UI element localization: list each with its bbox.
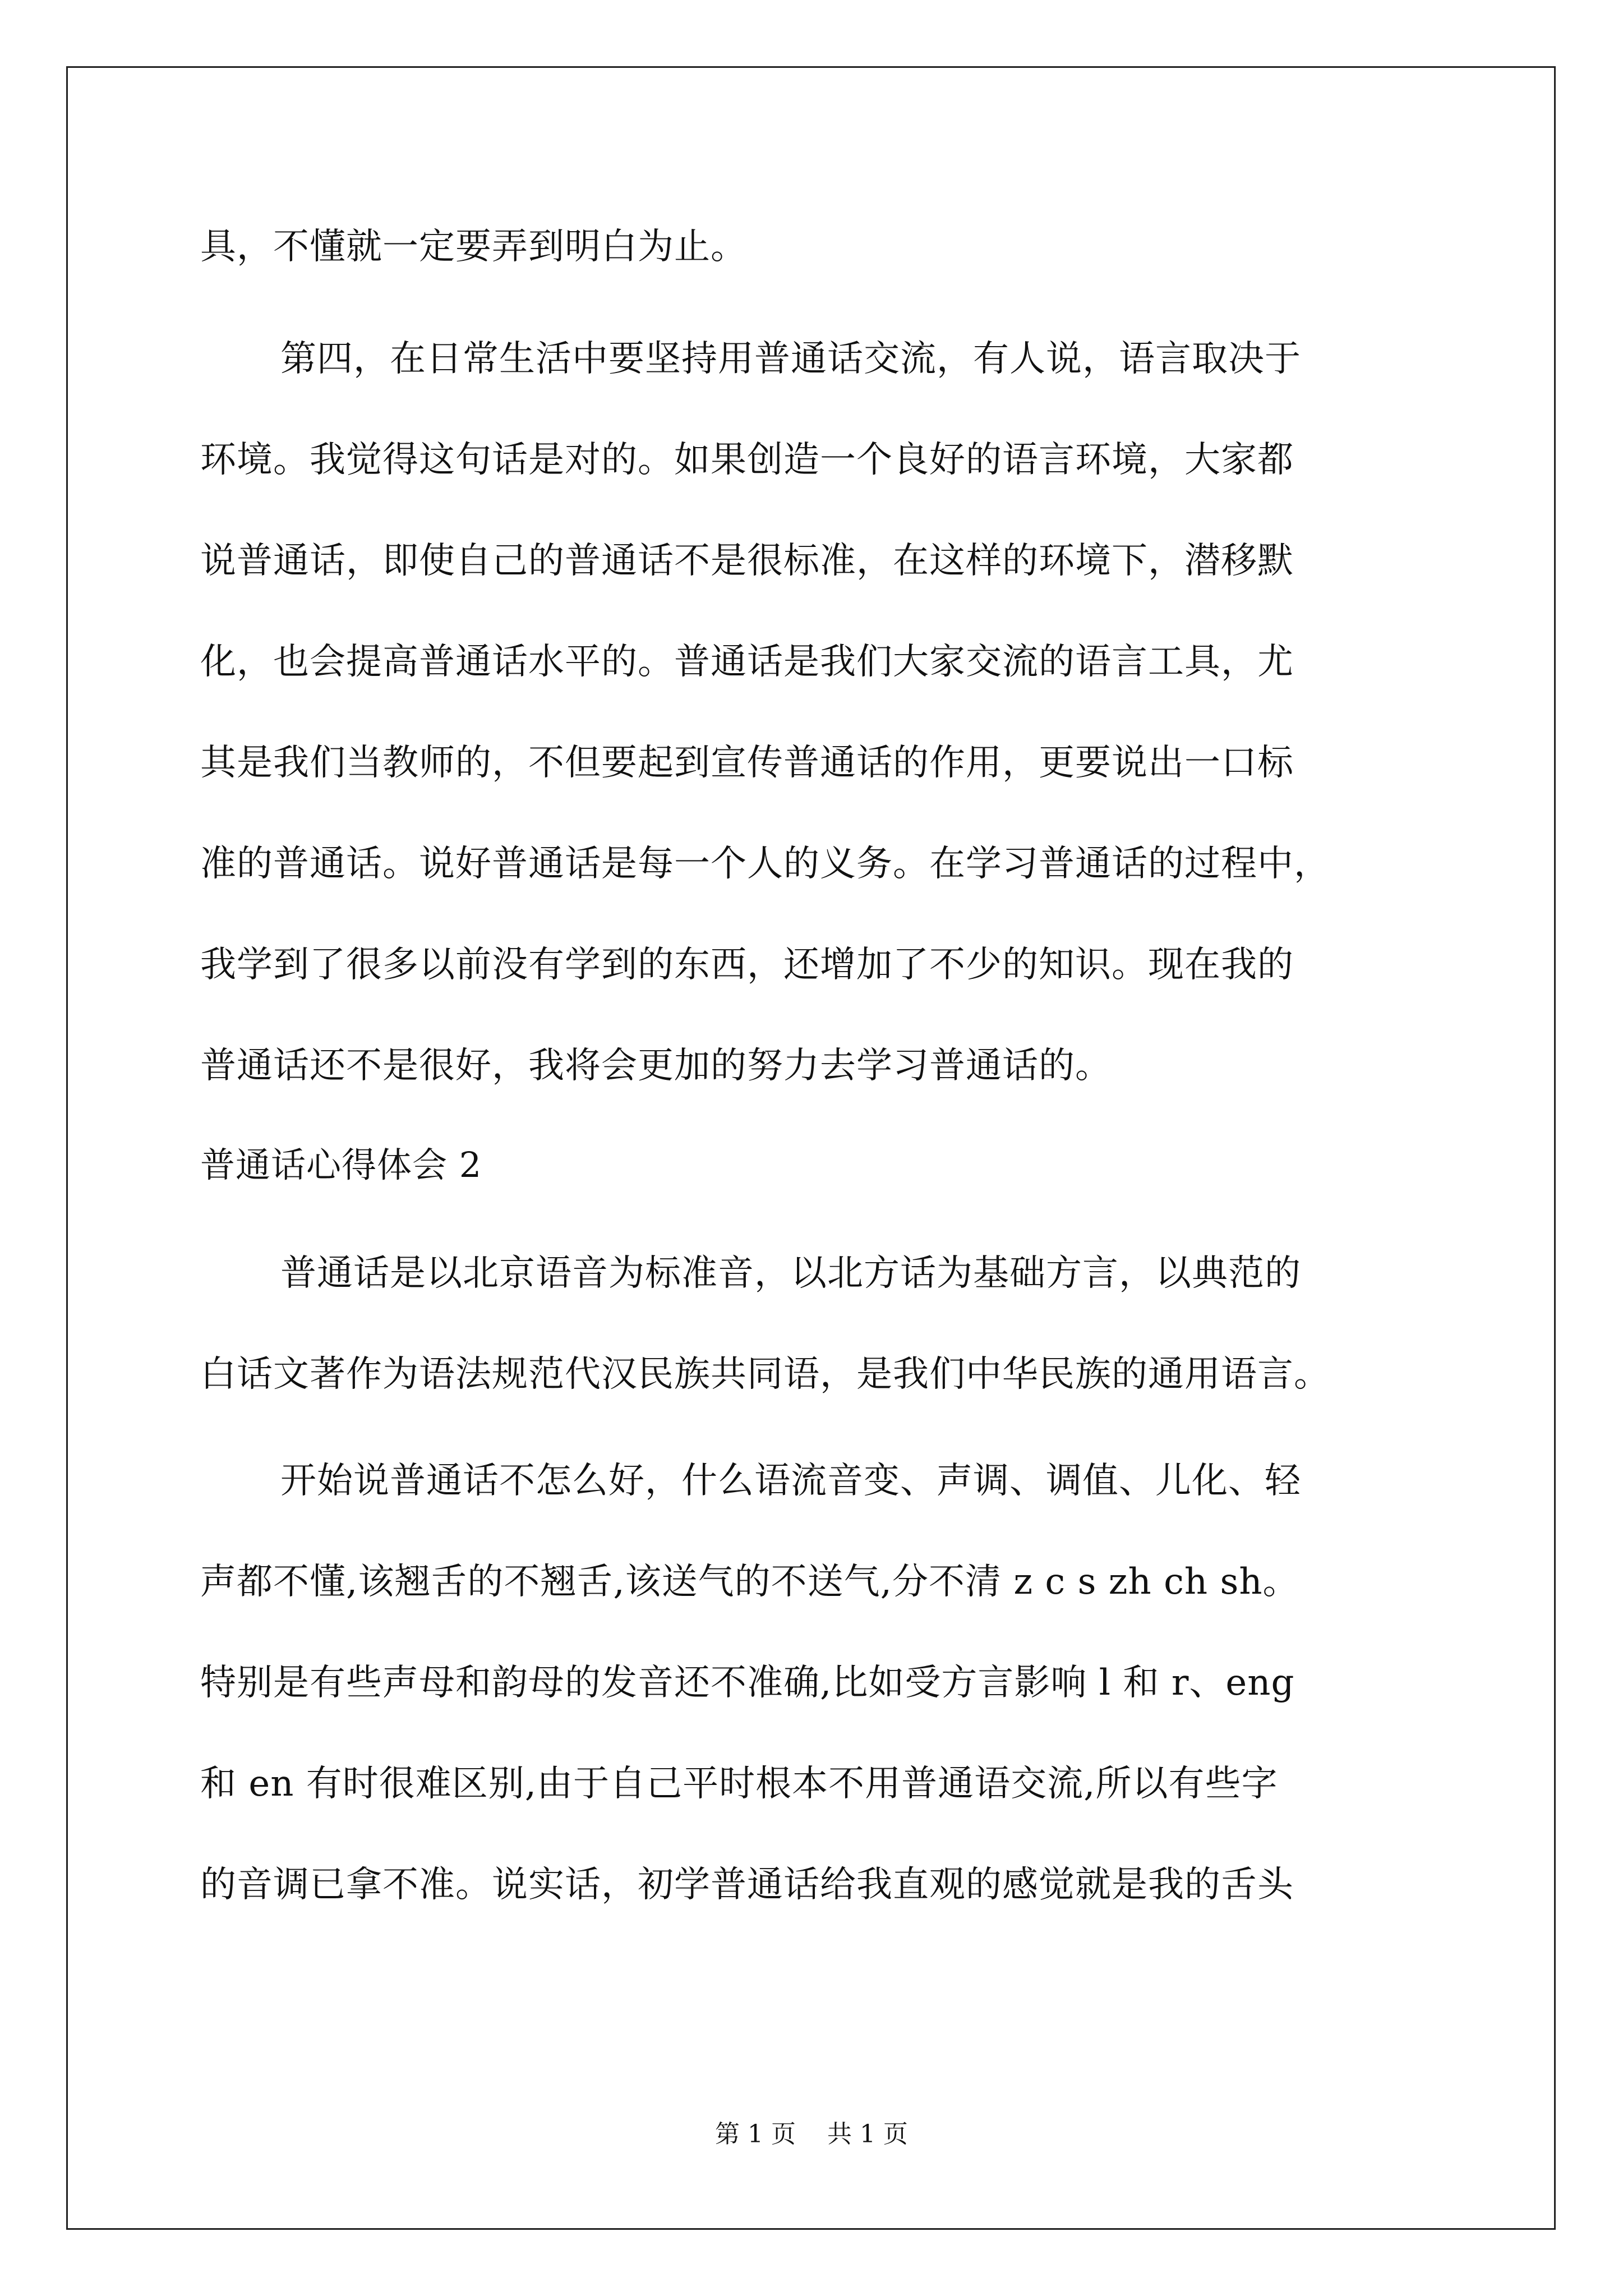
paragraph-line: 和 en 有时很难区别,由于自己平时根本不用普通语交流,所以有些字 — [200, 1763, 1278, 1805]
paragraph-line: 我学到了很多以前没有学到的东西，还增加了不少的知识。现在我的 — [200, 944, 1294, 986]
paragraph-line: 其是我们当教师的，不但要起到宣传普通话的作用，更要说出一口标 — [200, 742, 1294, 784]
paragraph-line: 准的普通话。说好普通话是每一个人的义务。在学习普通话的过程中， — [200, 843, 1330, 885]
paragraph-line: 化，也会提高普通话水平的。普通话是我们大家交流的语言工具，尤 — [200, 641, 1294, 683]
paragraph-line: 普通话是以北京语音为标准音，以北方话为基础方言，以典范的 — [280, 1253, 1301, 1294]
paragraph-line: 白话文著作为语法规范代汉民族共同语，是我们中华民族的通用语言。 — [200, 1354, 1330, 1395]
paragraph-line: 普通话还不是很好，我将会更加的努力去学习普通话的。 — [200, 1045, 1112, 1087]
paragraph-line: 具，不懂就一定要弄到明白为止。 — [200, 226, 747, 268]
paragraph-line: 开始说普通话不怎么好，什么语流音变、声调、调值、儿化、轻 — [280, 1460, 1301, 1502]
paragraph-line: 第四，在日常生活中要坚持用普通话交流，有人说，语言取决于 — [280, 338, 1301, 380]
paragraph-line: 说普通话，即使自己的普通话不是很标准，在这样的环境下，潜移默 — [200, 540, 1294, 582]
paragraph-line: 特别是有些声母和韵母的发音还不准确,比如受方言影响 l 和 r、eng — [200, 1662, 1295, 1704]
paragraph-line: 环境。我觉得这句话是对的。如果创造一个良好的语言环境，大家都 — [200, 439, 1294, 481]
paragraph-line: 的音调已拿不准。说实话，初学普通话给我直观的感觉就是我的舌头 — [200, 1864, 1294, 1906]
paragraph-line: 声都不懂,该翘舌的不翘舌,该送气的不送气,分不清 z c s zh ch sh。 — [200, 1561, 1299, 1603]
page-number-footer: 第 1 页 共 1 页 — [715, 2120, 908, 2148]
section-heading: 普通话心得体会 2 — [200, 1144, 482, 1185]
